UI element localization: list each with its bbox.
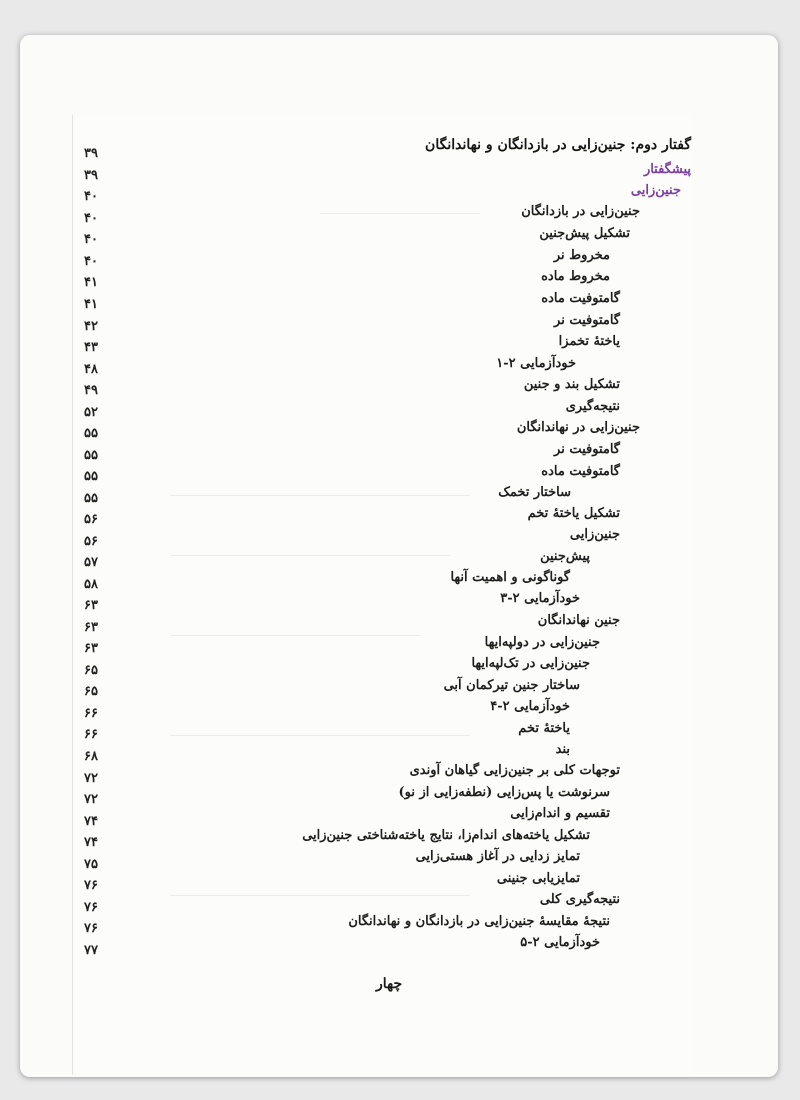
toc-entry-title: مخروط نر — [553, 248, 610, 263]
toc-page-number: ۵۶ — [84, 534, 98, 549]
toc-page-number: ۳۹ — [84, 146, 98, 161]
toc-entry-title: ساختار تخمک — [498, 485, 571, 500]
toc-page-number: ۵۸ — [84, 577, 98, 592]
toc-entry-title: ساختار جنین تیرکمان آبی — [443, 678, 580, 693]
toc-entry-title: تمایز زدایی در آغاز هستی‌زایی — [415, 849, 580, 864]
toc-entry-title: نتیجه‌گیری — [565, 399, 620, 414]
toc-entry-title: توجهات کلی بر جنین‌زایی گیاهان آوندی — [409, 763, 620, 778]
toc-page-number: ۴۱ — [84, 275, 98, 290]
toc-page-number: ۴۰ — [84, 254, 98, 269]
toc-page-number: ۷۶ — [84, 900, 98, 915]
toc-page-number: ۶۶ — [84, 727, 98, 742]
toc-entry-title: گامتوفیت ماده — [541, 464, 620, 479]
page-footer-number: چهار — [376, 976, 403, 992]
toc-page-number: ۵۵ — [84, 426, 98, 441]
toc-entry-title: خودآزمایی ۲-۴ — [490, 699, 570, 714]
toc-page-number: ۶۵ — [84, 684, 98, 699]
toc-entry-title: تمایزیابی جنینی — [496, 871, 580, 886]
toc-page-number: ۵۵ — [84, 448, 98, 463]
toc-entry-title: جنین نهاندانگان — [537, 613, 620, 628]
toc-entry-title: جنین‌زایی — [569, 527, 620, 542]
toc-entry-title: تشکیل یاختهٔ تخم — [527, 506, 620, 521]
toc-entry-title: جنین‌زایی در نهاندانگان — [516, 420, 640, 435]
toc-page-number: ۵۵ — [84, 491, 98, 506]
toc-page-number: ۳۹ — [84, 168, 98, 183]
toc-page-number: ۴۱ — [84, 297, 98, 312]
toc-page-number: ۵۶ — [84, 512, 98, 527]
toc-page-number: ۴۳ — [84, 340, 98, 355]
toc-page-number: ۵۷ — [84, 555, 98, 570]
toc-entry-title: جنین‌زایی — [630, 183, 681, 198]
toc-entry-title: خودآزمایی ۲-۳ — [500, 591, 580, 606]
toc-page-number: ۴۰ — [84, 232, 98, 247]
toc-entry-title: تشکیل بند و جنین — [523, 377, 620, 392]
toc-page-number: ۴۹ — [84, 383, 98, 398]
toc-entry-title: بند — [555, 742, 570, 757]
document-page — [20, 35, 778, 1077]
toc-entry-title: یاختهٔ تخمزا — [558, 334, 620, 349]
toc-page-number: ۵۵ — [84, 469, 98, 484]
toc-entry-title: تقسیم و اندام‌زایی — [510, 806, 610, 821]
toc-entry-title: خودآزمایی ۲-۱ — [496, 356, 576, 371]
toc-entry-title: جنین‌زایی در تک‌لپه‌ایها — [471, 656, 590, 671]
toc-page-number: ۶۳ — [84, 598, 98, 613]
toc-entry-title: گوناگونی و اهمیت آنها — [450, 570, 570, 585]
toc-page-number: ۴۰ — [84, 189, 98, 204]
toc-entry-title: گامتوفیت ماده — [541, 291, 620, 306]
toc-entry-title: پیش‌جنین — [540, 549, 590, 564]
toc-page-number: ۶۳ — [84, 641, 98, 656]
toc-entry-title: گامتوفیت نر — [554, 442, 620, 457]
toc-page-number: ۷۴ — [84, 835, 98, 850]
toc-page-number: ۴۰ — [84, 211, 98, 226]
toc-entry-title: نتیجه‌گیری کلی — [539, 892, 620, 907]
toc-page-number: ۵۲ — [84, 405, 98, 420]
toc-page-number: ۴۸ — [84, 362, 98, 377]
toc-page-number: ۷۶ — [84, 878, 98, 893]
chapter-title: گفتار دوم: جنین‌زایی در بازدانگان و نهاندانگان — [425, 137, 691, 153]
toc-entry-title: تشکیل پیش‌جنین — [539, 226, 630, 241]
toc-page-number: ۶۵ — [84, 663, 98, 678]
toc-entry-title: تشکیل یاخته‌های اندام‌زا، نتایج یاخته‌شناختی جنین‌زایی — [302, 828, 590, 843]
toc-entry-title: خودآزمایی ۲-۵ — [520, 935, 600, 950]
toc-entry-title: جنین‌زایی در دولپه‌ایها — [484, 635, 600, 650]
toc-page-number: ۷۴ — [84, 814, 98, 829]
toc-entry-title: سرنوشت یا پس‌زایی (نطفه‌زایی از نو) — [398, 785, 610, 800]
table-of-contents — [20, 35, 778, 1077]
toc-page-number: ۷۷ — [84, 943, 98, 958]
toc-entry-title: یاختهٔ تخم — [518, 721, 570, 736]
toc-entry-title: گامتوفیت نر — [554, 313, 620, 328]
toc-page-number: ۴۲ — [84, 319, 98, 334]
toc-page-number: ۶۸ — [84, 749, 98, 764]
toc-entry-title: مخروط ماده — [541, 269, 610, 284]
toc-page-number: ۶۶ — [84, 706, 98, 721]
toc-page-number: ۷۶ — [84, 921, 98, 936]
toc-entry-title: پیشگفتار — [643, 162, 691, 177]
toc-page-number: ۷۲ — [84, 771, 98, 786]
toc-page-number: ۶۳ — [84, 620, 98, 635]
toc-entry-title: جنین‌زایی در بازدانگان — [521, 204, 640, 219]
toc-page-number: ۷۵ — [84, 857, 98, 872]
toc-entry-title: نتیجهٔ مقایسهٔ جنین‌زایی در بازدانگان و نهاندانگان — [348, 914, 610, 929]
toc-page-number: ۷۲ — [84, 792, 98, 807]
